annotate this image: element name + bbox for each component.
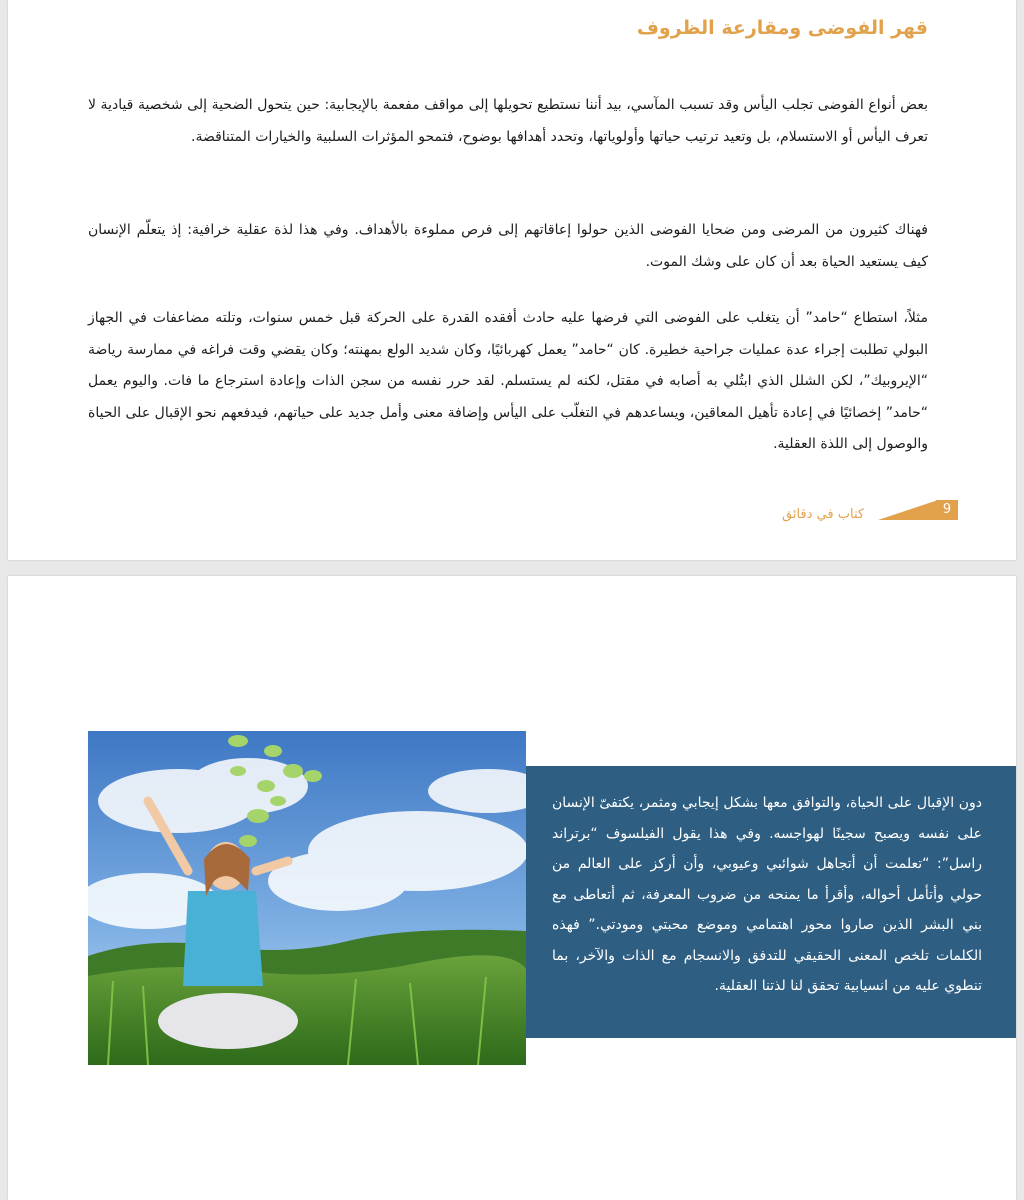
book-name-footer: كتاب في دقائق — [782, 507, 865, 522]
page-top — [8, 0, 1016, 560]
page-number: 9 — [936, 500, 958, 520]
woman-in-meadow-photo — [88, 731, 526, 1065]
page-bottom — [8, 576, 1016, 1200]
paragraph-1: بعض أنواع الفوضى تجلب اليأس وقد تسبب المآسي، بيد أننا نستطيع تحويلها إلى مواقف مفعمة بالإيجابية: حين يتحول الضحية إلى شخصية قيادية لا تعرف اليأس أو الاستسلام، بل وتعيد ترتيب حياتها وأولوياتها، وتحدد أهدافها بوضوح، فتمحو المؤثرات السلبية والخيارات المتناقضة. — [88, 97, 928, 145]
quote-box — [526, 766, 1016, 1038]
quote-text: دون الإقبال على الحياة، والتوافق معها بشكل إيجابي ومثمر، يكتفىّ الإنسان على نفسه ويصبح سجينًا لهواجسه. وفي هذا يقول الفيلسوف “برتراند راسل”: “تعلمت أن أتجاهل شوائبي وعيوبي، وأن أركز على العالم من حولي وأتأمل أحواله، وأقرأ ما يمنحه من ضروب المعرفة، ثم أتعاطى مع بني البشر الذين صاروا محور اهتمامي وموضع محبتي ومودتي.” فهذه الكلمات تلخص المعنى الحقيقي للتدفق والانسجام مع الذات والآخر، بما تنطوي عليه من انسيابية تحقق لنا لذتنا العقلية. — [552, 795, 982, 994]
paragraph-2: فهناك كثيرون من المرضى ومن ضحايا الفوضى الذين حولوا إعاقاتهم إلى فرص مملوءة بالأهداف. وفي هذا لذة عقلية خرافية: إذ يتعلّم الإنسان كيف يستعيد الحياة بعد أن كان على وشك الموت. — [88, 222, 928, 270]
footer-accent-shape — [878, 500, 938, 520]
page-title: قهر الفوضى ومقارعة الظروف — [636, 17, 928, 39]
paragraph-3: مثلاً، استطاع “حامد” أن يتغلب على الفوضى التي فرضها عليه حادث أفقده القدرة على الحركة قبل خمس سنوات، وتلته مضاعفات في الجهاز البولي تطلبت إجراء عدة عمليات جراحية خطيرة. كان “حامد” يعمل كهربائيًا، وكان شديد الولع بمهنته؛ وكان يقضي وقت فراغه في ممارسة رياضة “الإيروبيك”، لكن الشلل الذي ابتُلي به أصابه في مقتل، لكنه لم يستسلم. لقد حرر نفسه من سجن الذات وإعادة استرجاع ما فات. واليوم يعمل “حامد” إخصائيًا في إعادة تأهيل المعاقين، ويساعدهم في التغلّب على اليأس وإضافة معنى وأمل جديد على حياتهم، فيدفعهم نحو الإقبال على الحياة والوصول إلى اللذة العقلية. — [88, 310, 928, 452]
